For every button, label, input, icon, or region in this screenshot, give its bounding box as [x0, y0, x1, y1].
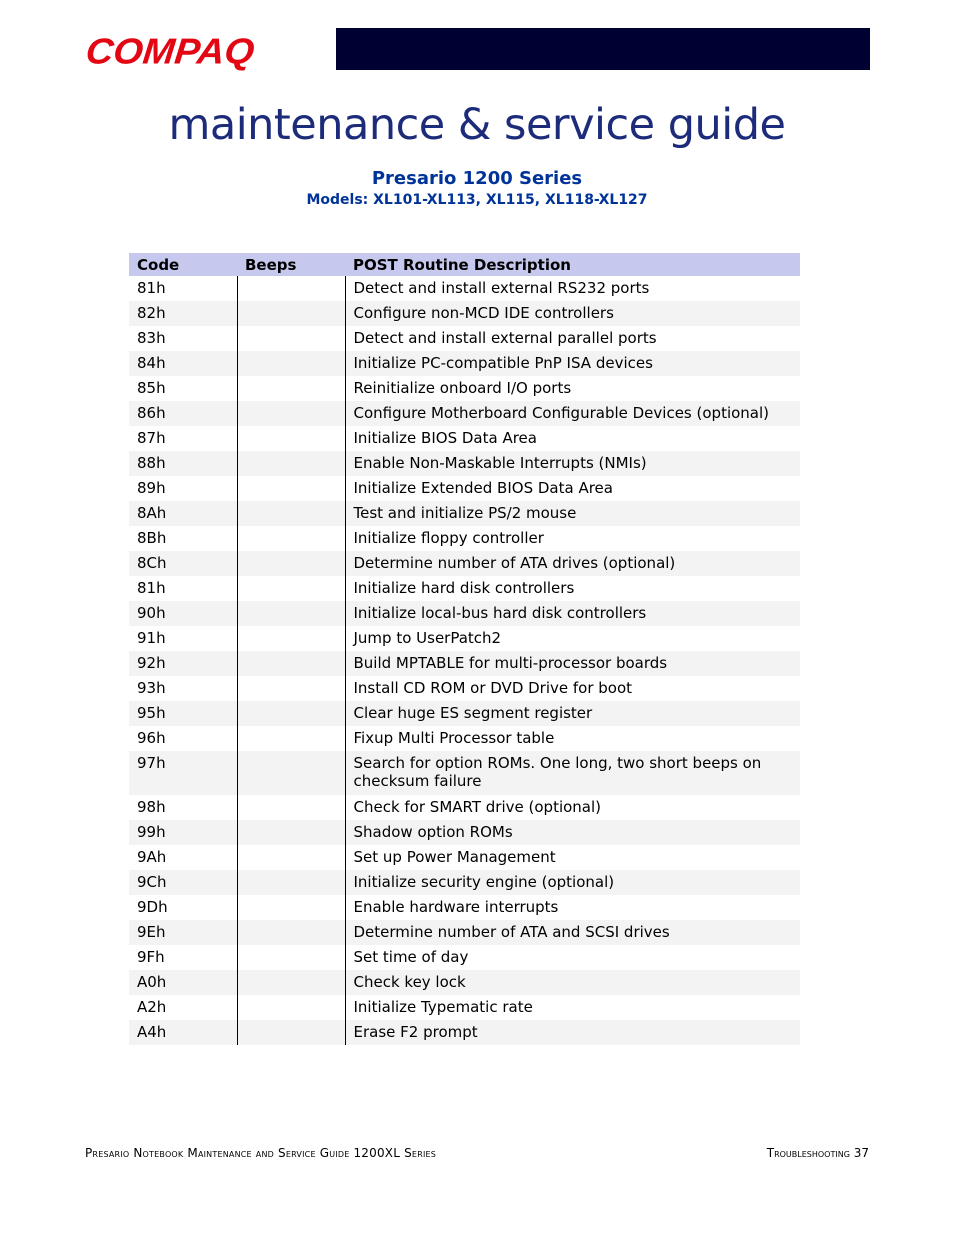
guide-title: maintenance & service guide — [168, 100, 786, 150]
table-row — [129, 526, 800, 551]
description-cell: Jump to UserPatch2 — [353, 629, 502, 647]
beeps-cell — [237, 651, 345, 676]
beeps-cell — [237, 870, 345, 895]
models-line: Models: XL101-XL113, XL115, XL118-XL127 — [306, 192, 648, 208]
description-cell: Check for SMART drive (optional) — [353, 798, 602, 816]
code-cell: 95h — [129, 701, 237, 726]
beeps-cell — [237, 820, 345, 845]
description-cell: Initialize Typematic rate — [353, 998, 533, 1016]
code-cell: 88h — [129, 451, 237, 476]
table-row — [129, 376, 800, 401]
code-cell: 92h — [129, 651, 237, 676]
table-row — [129, 970, 800, 995]
beeps-cell — [237, 401, 345, 426]
code-cell: 87h — [137, 429, 166, 447]
beeps-cell — [237, 376, 345, 401]
beeps-cell — [237, 301, 345, 326]
description-cell: Initialize BIOS Data Area — [353, 429, 537, 447]
code-cell: 90h — [129, 601, 237, 626]
beeps-cell — [237, 451, 345, 476]
table-row — [129, 426, 800, 451]
table-row — [129, 576, 800, 601]
code-cell: 97h — [129, 751, 237, 795]
description-cell: Initialize security engine (optional) — [345, 870, 800, 895]
code-cell: 93h — [137, 679, 166, 697]
beeps-cell — [237, 601, 345, 626]
code-cell: 99h — [129, 820, 237, 845]
code-cell: A0h — [129, 970, 237, 995]
code-cell: 9Ch — [129, 870, 237, 895]
table-row — [129, 845, 800, 870]
description-cell: Clear huge ES segment register — [345, 701, 800, 726]
description-cell: Erase F2 prompt — [345, 1020, 800, 1045]
description-cell: Initialize floppy controller — [353, 529, 544, 547]
table-row — [129, 945, 800, 970]
beeps-cell — [237, 501, 345, 526]
column-header-code: Code — [129, 253, 237, 276]
table-row — [129, 651, 800, 676]
code-cell: 85h — [137, 379, 166, 397]
post-codes-table — [129, 253, 800, 1045]
table-row — [129, 895, 800, 920]
beeps-cell — [237, 326, 345, 351]
table-row — [129, 551, 800, 576]
code-cell: 82h — [129, 301, 237, 326]
beeps-cell — [237, 920, 345, 945]
beeps-cell — [237, 895, 345, 920]
table-row — [129, 870, 800, 895]
description-cell: Detect and install external RS232 ports — [353, 279, 650, 297]
beeps-cell — [237, 945, 345, 970]
code-cell: 8Bh — [137, 529, 167, 547]
column-header-description: POST Routine Description — [345, 253, 800, 276]
code-cell: 81h — [137, 579, 166, 597]
compaq-logo: COMPAQ — [83, 32, 257, 72]
footer-page-number: Troubleshooting 37 — [766, 1146, 869, 1160]
table-row — [129, 726, 800, 751]
description-cell: Configure non-MCD IDE controllers — [345, 301, 800, 326]
table-row — [129, 451, 800, 476]
table-row — [129, 501, 800, 526]
table-row — [129, 276, 800, 301]
code-cell: 9Fh — [137, 948, 165, 966]
beeps-cell — [237, 351, 345, 376]
description-cell: Shadow option ROMs — [345, 820, 800, 845]
description-cell: Set up Power Management — [353, 848, 556, 866]
description-cell: Determine number of ATA and SCSI drives — [345, 920, 800, 945]
beeps-cell — [237, 276, 345, 301]
beeps-cell — [237, 970, 345, 995]
table-row — [129, 676, 800, 701]
table-row — [129, 601, 800, 626]
code-cell: 9Ah — [137, 848, 167, 866]
table-row — [129, 820, 800, 845]
beeps-cell — [237, 476, 345, 501]
table-row — [129, 795, 800, 820]
description-cell: Enable Non-Maskable Interrupts (NMIs) — [345, 451, 800, 476]
description-cell: Test and initialize PS/2 mouse — [345, 501, 800, 526]
code-cell: 83h — [137, 329, 166, 347]
code-cell: 8Ah — [129, 501, 237, 526]
description-cell: Check key lock — [345, 970, 800, 995]
code-cell: A4h — [129, 1020, 237, 1045]
description-cell: Install CD ROM or DVD Drive for boot — [353, 679, 633, 697]
table-row — [129, 1020, 800, 1045]
description-cell: Fixup Multi Processor table — [353, 729, 555, 747]
code-cell: 98h — [137, 798, 166, 816]
code-cell: 91h — [137, 629, 166, 647]
table-row — [129, 920, 800, 945]
code-cell: 84h — [129, 351, 237, 376]
beeps-cell — [237, 751, 345, 795]
beeps-cell — [237, 626, 345, 651]
description-cell: Determine number of ATA drives (optional) — [345, 551, 800, 576]
header-bar — [336, 28, 870, 70]
code-cell: 81h — [137, 279, 166, 297]
table-row — [129, 301, 800, 326]
beeps-cell — [237, 795, 345, 820]
code-cell: 9Dh — [137, 898, 168, 916]
table-row — [129, 626, 800, 651]
description-cell: Search for option ROMs. One long, two short beeps on checksum failure — [345, 751, 800, 795]
description-cell: Reinitialize onboard I/O ports — [353, 379, 572, 397]
description-cell: Build MPTABLE for multi-processor boards — [345, 651, 800, 676]
description-cell: Initialize local-bus hard disk controllers — [345, 601, 800, 626]
table-header-row — [129, 253, 800, 276]
description-cell: Set time of day — [353, 948, 469, 966]
code-cell: 9Eh — [129, 920, 237, 945]
code-cell: A2h — [137, 998, 167, 1016]
beeps-cell — [237, 426, 345, 451]
table-row — [129, 351, 800, 376]
code-cell: 8Ch — [129, 551, 237, 576]
beeps-cell — [237, 701, 345, 726]
code-cell: 89h — [137, 479, 166, 497]
beeps-cell — [237, 995, 345, 1020]
code-cell: 86h — [129, 401, 237, 426]
beeps-cell — [237, 526, 345, 551]
description-cell: Initialize Extended BIOS Data Area — [353, 479, 613, 497]
table-row — [129, 751, 800, 795]
description-cell: Detect and install external parallel ports — [353, 329, 657, 347]
table-row — [129, 401, 800, 426]
column-header-beeps: Beeps — [237, 253, 345, 276]
beeps-cell — [237, 676, 345, 701]
beeps-cell — [237, 551, 345, 576]
beeps-cell — [237, 845, 345, 870]
footer-guide-title: Presario Notebook Maintenance and Service Guide 1200XL Series — [85, 1146, 437, 1160]
table-row — [129, 476, 800, 501]
table-row — [129, 701, 800, 726]
beeps-cell — [237, 576, 345, 601]
description-cell: Enable hardware interrupts — [353, 898, 559, 916]
table-row — [129, 995, 800, 1020]
description-cell: Initialize PC-compatible PnP ISA devices — [345, 351, 800, 376]
beeps-cell — [237, 1020, 345, 1045]
table-row — [129, 326, 800, 351]
description-cell: Configure Motherboard Configurable Devices (optional) — [345, 401, 800, 426]
description-cell: Initialize hard disk controllers — [353, 579, 575, 597]
series-title: Presario 1200 Series — [371, 168, 583, 189]
table-body — [129, 276, 800, 1045]
code-cell: 96h — [137, 729, 166, 747]
beeps-cell — [237, 726, 345, 751]
